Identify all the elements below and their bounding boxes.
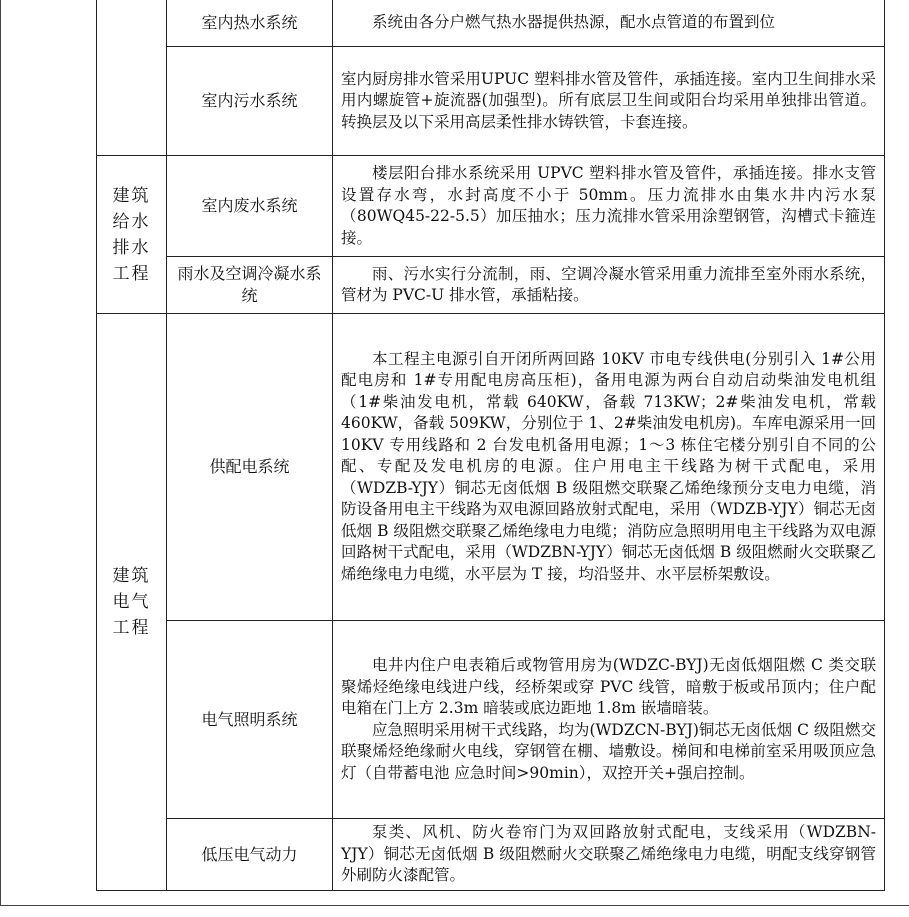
desc-text: 系统由各分户燃气热水器提供热源，配水点管道的布置到位 [372,12,776,31]
system-desc-waste-water [333,156,885,257]
system-desc-rainwater [333,257,885,314]
table-row-low-voltage [97,819,885,891]
system-name-power-supply: 供配电系统 [167,314,333,621]
system-desc-power-supply [333,314,885,621]
system-name-hot-water: 室内热水系统 [167,0,333,47]
desc-text-p2: 应急照明采用树干式线路，均为(WDZCN-BYJ)铜芯无卤低烟 C 级阻燃交联聚烯烃绝缘耐火电线，穿钢管在棚、墙敷设。梯间和电梯前室采用吸顶应急灯（自带蓄电池 应急时间>90min），双控开关+强启控制。 [341,720,876,782]
system-desc-low-voltage [333,819,885,891]
table-row-sewage [97,47,885,156]
specification-table [96,0,885,891]
table-row-lighting [97,621,885,819]
system-name-rainwater: 雨水及空调冷凝水系统 [167,257,333,314]
desc-text: 楼层阳台排水系统采用 UPVC 塑料排水管及管件，承插连接。排水支管设置存水弯，水封高度不小于 50mm。压力流排水由集水井内污水泵（80WQ45-22-5.5）加压抽水；压力流排水管采用涂塑钢管，沟槽式卡箍连接。 [341,164,876,247]
system-desc-sewage [333,47,885,156]
system-name-lighting: 电气照明系统 [167,621,333,819]
desc-text: 室内厨房排水管采用UPUC 塑料排水管及管件，承插连接。室内卫生间排水采用内螺旋管+旋流器(加强型)。所有底层卫生间或阳台均采用单独排出管道。转换层及以下采用高层柔性排水铸铁管，卡套连接。 [341,69,876,131]
table-row-hot-water [97,0,885,47]
system-name-waste-water: 室内废水系统 [167,156,333,257]
page-border-left [0,0,1,905]
desc-text: 本工程主电源引自开闭所两回路 10KV 市电专线供电(分别引入 1#公用配电房和 1#专用配电房高压柜)，备用电源为两台自动启动柴油发电机组（1#柴油发电机，常载 640KW，备载 713KW；2#柴油发电机，常载 460KW，备载 509KW，分别位于 1、2#柴油发电机房)。车库电源采用一回 10KV 专用线路和 2 台发电机备用电源；1～3 栋住宅楼分别引自不同的公配、专配及发电机房的电源。住户用电主干线路为树干式配电，采用（WDZB-YJY）铜芯无卤低烟 B 级阻燃交联聚乙烯绝缘预分支电力电缆，消防设备用电主干线路为双电源回路放射式配电，采用（WDZB-YJY）铜芯无卤低烟 B 级阻燃交联聚乙烯绝缘电力电缆；消防应急照明用电主干线路为双电源回路树干式配电，采用（WDZBN-YJY）铜芯无卤低烟 B 级阻燃耐火交联聚乙烯绝缘电力电缆，水平层为 T 接，均沿竖井、水平层桥架敷设。 [341,349,876,583]
system-desc-lighting [333,621,885,819]
desc-text: 泵类、风机、防火卷帘门为双回路放射式配电，支线采用（WDZBN-YJY）铜芯无卤低烟 B 级阻燃耐火交联聚乙烯绝缘电力电缆，明配支线穿钢管外刷防火漆配管。 [341,823,876,885]
table-row-rainwater [97,257,885,314]
category-cell-continued [97,0,167,156]
category-water: 建筑给水排水工程 [97,156,167,314]
system-name-low-voltage: 低压电气动力 [167,819,333,891]
page-border-bottom [0,905,909,906]
system-desc-hot-water [333,0,885,47]
desc-text-p1: 电井内住户电表箱后或物管用房为(WDZC-BYJ)无卤低烟阻燃 C 类交联聚烯烃绝缘电线进户线，经桥架或穿 PVC 线管，暗敷于板或吊顶内；住户配电箱在门上方 2.3m 暗装或底边距地 1.8m 嵌墙暗装。 [341,656,876,717]
table-row-waste-water [97,156,885,257]
table-row-power-supply [97,314,885,621]
system-name-sewage: 室内污水系统 [167,47,333,156]
desc-text: 雨、污水实行分流制，雨、空调冷凝水管采用重力流排至室外雨水系统，管材为 PVC-U 排水管，承插粘接。 [341,264,876,304]
category-electrical: 建筑电气工程 [97,314,167,891]
